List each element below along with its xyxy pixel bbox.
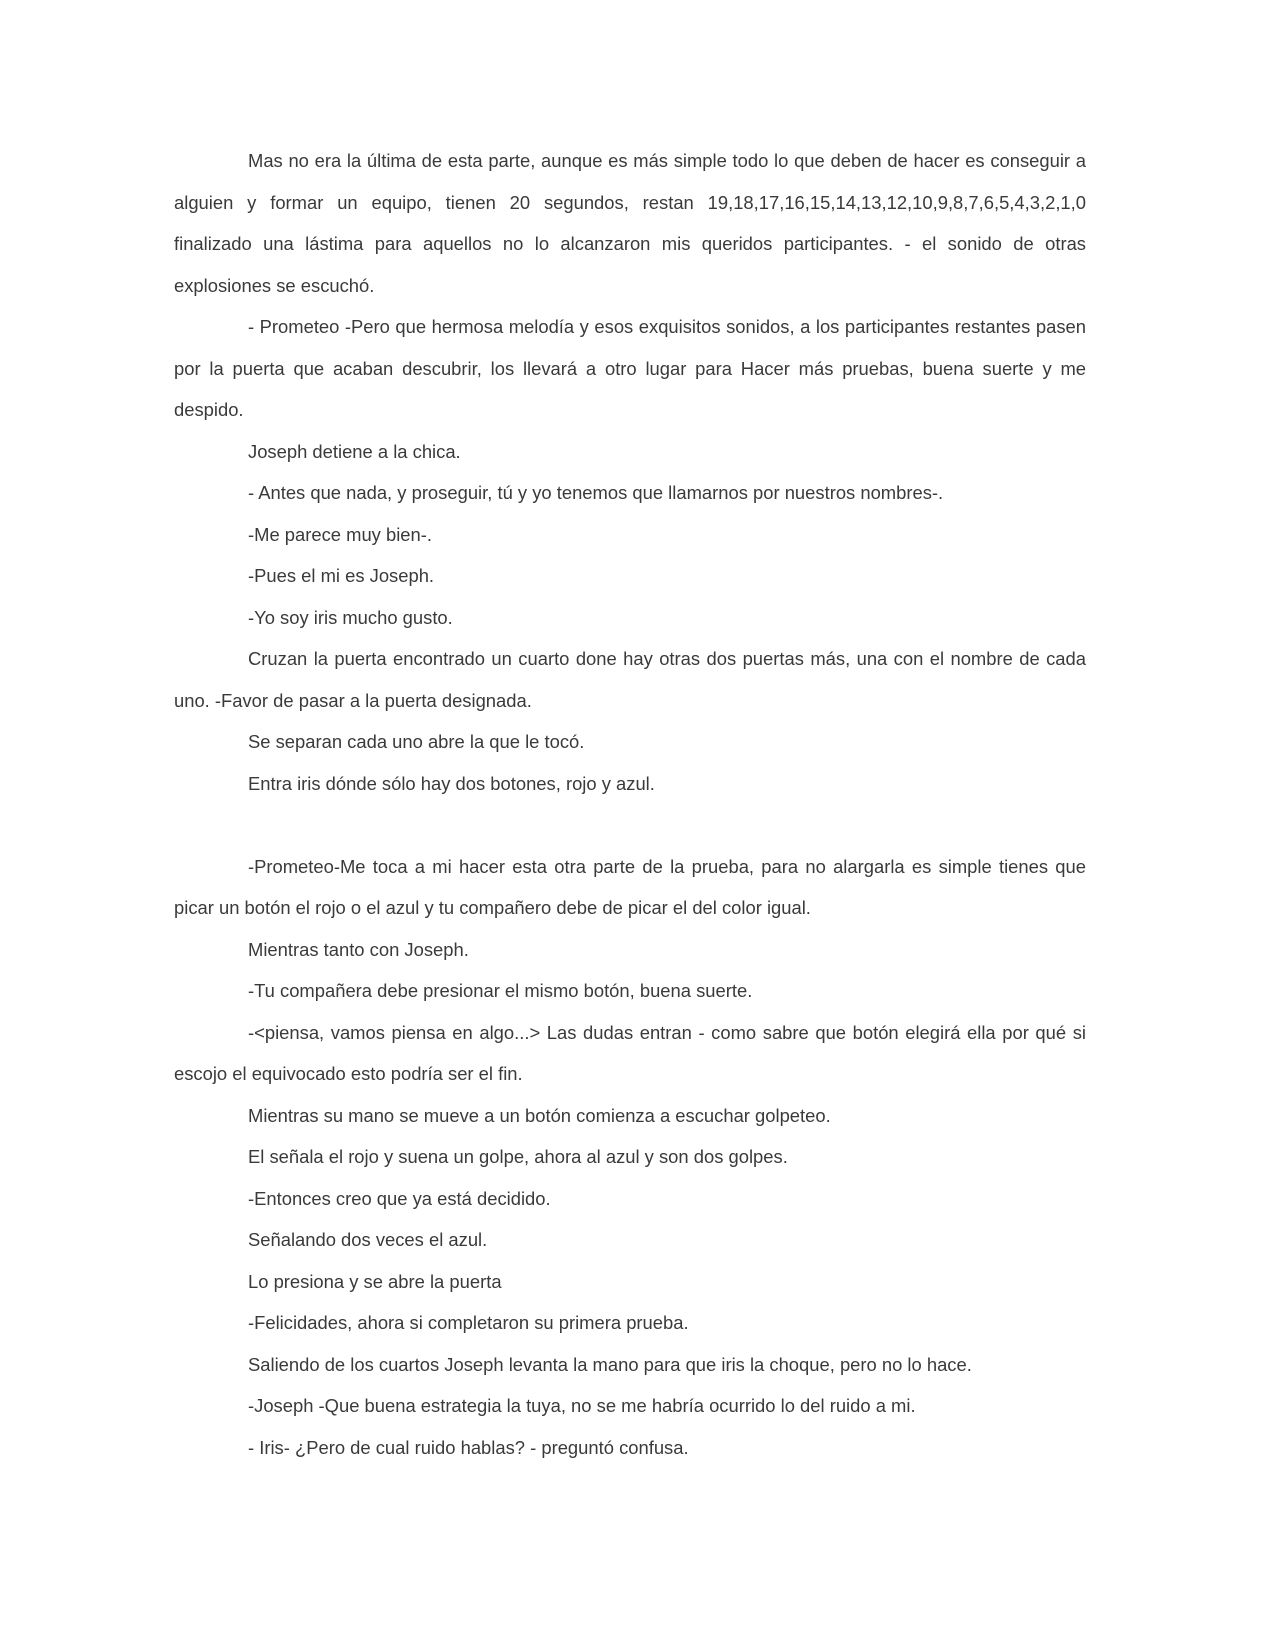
paragraph: Mientras su mano se mueve a un botón comienza a escuchar golpeteo. (248, 1104, 831, 1126)
paragraph: -Felicidades, ahora si completaron su primera prueba. (248, 1312, 689, 1333)
text-body (174, 140, 1086, 1468)
paragraph: - Prometeo -Pero que hermosa melodía y esos exquisitos sonidos, a los participantes restantes pasen por la puerta que acaban descubrir, los llevará a otro lugar para Hacer más pruebas, buena suerte y me despido. (174, 316, 1086, 420)
paragraph: -Yo soy iris mucho gusto. (248, 606, 453, 628)
paragraph: -Tu compañera debe presionar el mismo botón, buena suerte. (248, 980, 753, 1001)
paragraph: -Me parece muy bien-. (248, 523, 432, 545)
paragraph: -Joseph -Que buena estrategia la tuya, no se me habría ocurrido lo del ruido a mi. (248, 1395, 916, 1416)
paragraph: Entra iris dónde sólo hay dos botones, rojo y azul. (248, 772, 655, 794)
paragraph: -Prometeo-Me toca a mi hacer esta otra parte de la prueba, para no alargarla es simple tienes que picar un botón el rojo o el azul y tu compañero debe de picar el del color igual. (174, 855, 1086, 918)
paragraph: Joseph detiene a la chica. (248, 440, 461, 462)
paragraph: -Entonces creo que ya está decidido. (248, 1187, 551, 1209)
paragraph: Mientras tanto con Joseph. (248, 938, 469, 960)
paragraph: Saliendo de los cuartos Joseph levanta la mano para que iris la choque, pero no lo hace. (248, 1353, 972, 1375)
paragraph: Mas no era la última de esta parte, aunque es más simple todo lo que deben de hacer es conseguir a alguien y formar un equipo, tienen 20 segundos, restan 19,18,17,16,15,14,13,12,10,9,8,7,6,5,4,3,2,1,0 finalizado una lástima para aquellos no lo alcanzaron mis queridos participantes. - el sonido de otras explosiones se escuchó. (174, 150, 1086, 296)
paragraph: Señalando dos veces el azul. (248, 1229, 488, 1250)
paragraph: -Pues el mi es Joseph. (248, 565, 435, 586)
paragraph: El señala el rojo y suena un golpe, ahora al azul y son dos golpes. (248, 1146, 788, 1167)
paragraph: - Antes que nada, y proseguir, tú y yo tenemos que llamarnos por nuestros nombres-. (248, 482, 944, 503)
paragraph: -<piensa, vamos piensa en algo...> Las dudas entran - como sabre que botón elegirá ella por qué si escojo el equivocado esto podría ser el fin. (174, 1021, 1086, 1084)
blank-line (174, 804, 1086, 846)
paragraph: - Iris- ¿Pero de cual ruido hablas? - preguntó confusa. (248, 1436, 689, 1458)
paragraph: Se separan cada uno abre la que le tocó. (248, 731, 585, 752)
paragraph: Lo presiona y se abre la puerta (248, 1270, 502, 1292)
paragraph: Cruzan la puerta encontrado un cuarto done hay otras dos puertas más, una con el nombre de cada uno. -Favor de pasar a la puerta designada. (174, 648, 1086, 711)
